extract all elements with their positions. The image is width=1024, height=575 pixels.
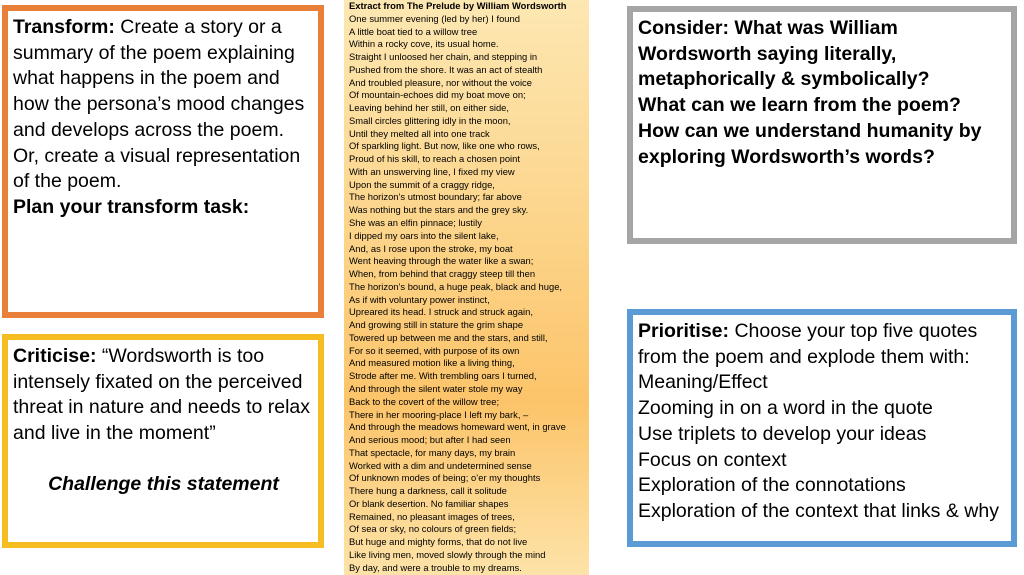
criticise-text xyxy=(13,344,314,447)
poem-line: She was an elfin pinnace; lustily xyxy=(349,217,482,229)
poem-line: The horizon’s utmost boundary; far above xyxy=(349,191,522,203)
poem-line: Went heaving through the water like a swan; xyxy=(349,255,534,267)
poem-line: Of mountain-echoes did my boat move on; xyxy=(349,89,526,101)
prioritise-item: Meaning/Effect xyxy=(638,371,768,394)
consider-line-1: Consider: What was William Wordsworth saying literally, metaphorically & symbolically? xyxy=(638,17,930,91)
poem-line: And growing still in stature the grim shape xyxy=(349,319,524,331)
poem-line: By day, and were a trouble to my dreams. xyxy=(349,561,522,573)
transform-body: Create a story or a summary of the poem explaining what happens in the poem and how the persona’s mood changes and develops across the poem. Or, create a visual representation of the poem. xyxy=(13,16,305,193)
consider-box xyxy=(627,6,1017,244)
poem-line: The horizon’s bound, a huge peak, black and huge, xyxy=(349,280,563,292)
poem-line: And through the silent water stole my way xyxy=(349,382,523,394)
poem-line: A little boat tied to a willow tree xyxy=(349,25,478,37)
poem-line: Was nothing but the stars and the grey sky. xyxy=(349,204,529,216)
poem-line: Remained, no pleasant images of trees, xyxy=(349,510,515,522)
poem-line: Small circles glittering idly in the moon, xyxy=(349,114,511,126)
poem-line: Of unknown modes of being; o’er my thoughts xyxy=(349,472,541,484)
prioritise-item: Zooming in on a word in the quote xyxy=(638,397,933,420)
poem-line: There in her mooring-place I left my bark, – xyxy=(349,408,529,420)
poem-line: When, from behind that craggy steep till then xyxy=(349,268,536,280)
criticise-challenge: Challenge this statement xyxy=(48,472,279,495)
prioritise-box xyxy=(627,309,1017,547)
poem-line: For so it seemed, with purpose of its own xyxy=(349,344,520,356)
prioritise-item: Exploration of the connotations xyxy=(638,474,906,497)
poem-line: Within a rocky cove, its usual home. xyxy=(349,38,499,50)
poem-line: Proud of his skill, to reach a chosen point xyxy=(349,153,520,165)
poem-line: Like living men, moved slowly through the mind xyxy=(349,548,546,560)
poem-line: Of sparkling light. But now, like one who rows, xyxy=(349,140,540,152)
prioritise-item: Use triplets to develop your ideas xyxy=(638,422,927,445)
poem-line: Leaving behind her still, on either side, xyxy=(349,102,509,114)
poem-line: Or blank desertion. No familiar shapes xyxy=(349,497,509,509)
poem-line: Upon the summit of a craggy ridge, xyxy=(349,178,495,190)
transform-heading: Transform: xyxy=(13,16,115,38)
poem-line: Of sea or sky, no colours of green fields; xyxy=(349,523,517,535)
consider-text xyxy=(638,16,1007,170)
transform-box xyxy=(2,5,324,318)
poem-line: Straight I unloosed her chain, and stepping in xyxy=(349,51,538,63)
consider-line-3: How can we understand humanity by exploring Wordsworth’s words? xyxy=(638,119,982,168)
prioritise-intro-line xyxy=(638,319,1007,370)
poem-line: I dipped my oars into the silent lake, xyxy=(349,229,499,241)
poem-line: And through the meadows homeward went, in grave xyxy=(349,421,566,433)
poem-line: But huge and mighty forms, that do not live xyxy=(349,536,528,548)
prioritise-item: Exploration of the context that links & why xyxy=(638,499,999,522)
prioritise-heading: Prioritise: xyxy=(638,320,730,342)
poem-line: Until they melted all into one track xyxy=(349,127,490,139)
poem-line: Strode after me. With trembling oars I turned, xyxy=(349,370,537,382)
poem-line: Back to the covert of the willow tree; xyxy=(349,395,500,407)
prioritise-intro: Choose your top five quotes from the poem and explode them with: xyxy=(638,320,978,368)
poem-line: That spectacle, for many days, my brain xyxy=(349,446,516,458)
poem-line: And serious mood; but after I had seen xyxy=(349,434,511,446)
poem-line: And, as I rose upon the stroke, my boat xyxy=(349,242,513,254)
poem-lines xyxy=(349,13,589,575)
poem-line: And measured motion like a living thing, xyxy=(349,357,515,369)
poem-line: As if with voluntary power instinct, xyxy=(349,293,490,305)
transform-plan: Plan your transform task: xyxy=(13,195,250,218)
poem-line: Worked with a dim and undetermined sense xyxy=(349,459,532,471)
poem-line: There hung a darkness, call it solitude xyxy=(349,485,507,497)
poem-line: Towered up between me and the stars, and still, xyxy=(349,331,548,343)
criticise-quote: “Wordsworth is too intensely fixated on the perceived threat in nature and needs to relax and live in the moment” xyxy=(13,345,311,445)
poem-line: Pushed from the shore. It was an act of stealth xyxy=(349,63,543,75)
poem-title: Extract from The Prelude by William Wordsworth xyxy=(349,0,567,11)
transform-text xyxy=(13,15,314,221)
poem-line: And troubled pleasure, nor without the voice xyxy=(349,76,532,88)
criticise-heading: Criticise: xyxy=(13,345,97,367)
prioritise-item: Focus on context xyxy=(638,448,787,471)
poem-line: Upreared its head. I struck and struck again, xyxy=(349,306,533,318)
poem-line: One summer evening (led by her) I found xyxy=(349,12,520,24)
consider-line-2: What can we learn from the poem? xyxy=(638,94,961,117)
prioritise-text xyxy=(638,319,1007,525)
criticise-box xyxy=(2,334,324,548)
poem-panel xyxy=(344,0,589,575)
poem-line: With an unswerving line, I fixed my view xyxy=(349,165,515,177)
